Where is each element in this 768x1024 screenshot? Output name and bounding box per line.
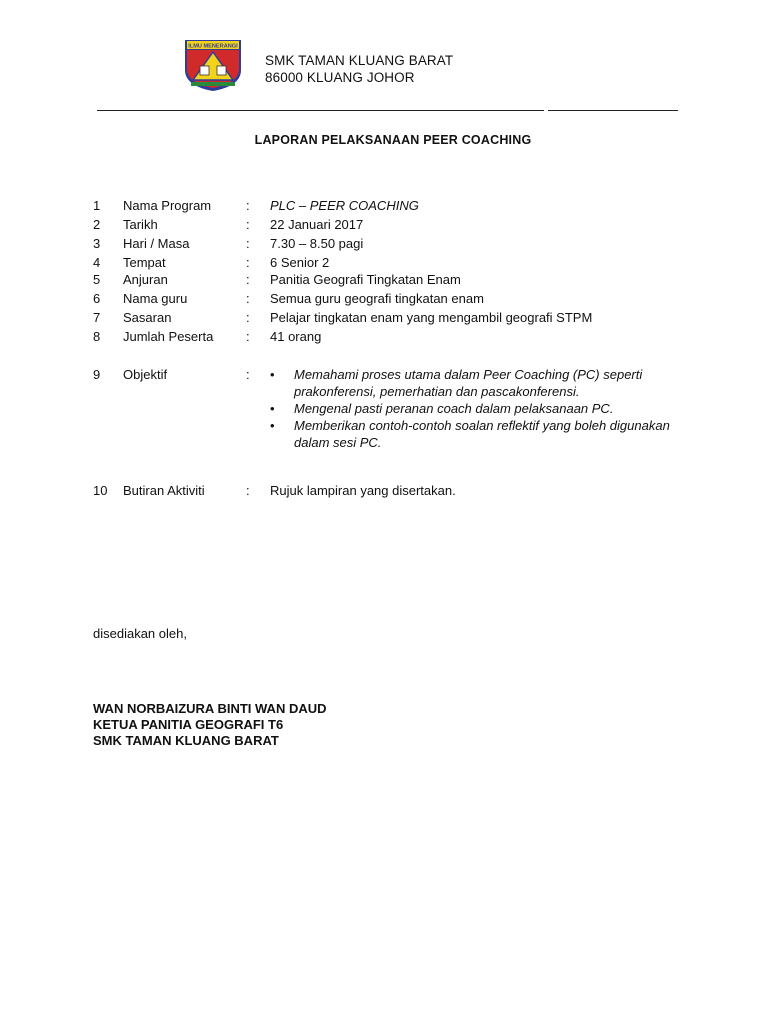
bullet-icon: • — [270, 401, 275, 416]
row-label: Anjuran — [123, 272, 168, 287]
row-label: Jumlah Peserta — [123, 329, 214, 344]
objective-item — [270, 417, 690, 451]
objective-list — [270, 366, 690, 451]
detail-row-tempat — [0, 255, 768, 273]
school-name: SMK TAMAN KLUANG BARAT — [265, 53, 454, 68]
row-colon: : — [246, 310, 250, 325]
row-value: 41 orang — [270, 329, 322, 344]
row-value: 7.30 – 8.50 pagi — [270, 236, 364, 251]
row-colon: : — [246, 291, 250, 306]
row-colon: : — [246, 198, 250, 213]
row-value: Panitia Geografi Tingkatan Enam — [270, 272, 461, 287]
row-colon: : — [246, 236, 250, 251]
row-value: Rujuk lampiran yang disertakan. — [270, 483, 456, 498]
row-number: 1 — [93, 198, 101, 213]
row-value: Pelajar tingkatan enam yang mengambil geografi STPM — [270, 310, 593, 325]
row-number: 5 — [93, 272, 101, 287]
row-number: 4 — [93, 255, 101, 270]
detail-row-anjuran — [0, 272, 768, 290]
detail-row-nama-guru — [0, 291, 768, 309]
school-address: 86000 KLUANG JOHOR — [265, 70, 415, 85]
row-colon: : — [246, 483, 250, 498]
detail-row-jumlah-peserta — [0, 329, 768, 347]
svg-text:ILMU MENERANGI: ILMU MENERANGI — [188, 43, 238, 50]
school-logo — [183, 38, 243, 92]
signatory-school: SMK TAMAN KLUANG BARAT — [93, 733, 279, 748]
row-colon: : — [246, 217, 250, 232]
detail-row-butiran-aktiviti — [0, 483, 768, 501]
objective-text: Mengenal pasti peranan coach dalam pelaksanaan PC. — [294, 401, 614, 416]
row-label: Nama Program — [123, 198, 212, 213]
row-number: 9 — [93, 367, 101, 382]
objective-item — [270, 400, 690, 417]
row-colon: : — [246, 329, 250, 344]
row-number: 6 — [93, 291, 101, 306]
bullet-icon: • — [270, 367, 275, 382]
signatory-name: WAN NORBAIZURA BINTI WAN DAUD — [93, 701, 327, 716]
document-title: LAPORAN PELAKSANAAN PEER COACHING — [254, 133, 532, 147]
row-number: 8 — [93, 329, 101, 344]
row-label: Tempat — [123, 255, 166, 270]
prepared-by-label: disediakan oleh, — [93, 626, 187, 641]
detail-row-sasaran — [0, 310, 768, 328]
row-number: 7 — [93, 310, 101, 325]
row-value: 6 Senior 2 — [270, 255, 330, 270]
row-value: 22 Januari 2017 — [270, 217, 364, 232]
row-number: 10 — [93, 483, 108, 498]
header-divider — [97, 110, 544, 111]
row-label: Butiran Aktiviti — [123, 483, 205, 498]
row-label: Tarikh — [123, 217, 158, 232]
objective-text: Memahami proses utama dalam Peer Coaching (PC) seperti prakonferensi, pemerhatian dan pascakonferensi. — [294, 367, 643, 399]
row-number: 3 — [93, 236, 101, 251]
header-divider-right — [548, 110, 678, 111]
detail-row-tarikh — [0, 217, 768, 235]
detail-row-nama-program — [0, 198, 768, 216]
row-label: Hari / Masa — [123, 236, 190, 251]
row-label: Objektif — [123, 367, 168, 382]
row-value: PLC – PEER COACHING — [270, 198, 419, 213]
row-label: Sasaran — [123, 310, 172, 325]
row-colon: : — [246, 272, 250, 287]
signatory-position: KETUA PANITIA GEOGRAFI T6 — [93, 717, 284, 732]
detail-row-hari-masa — [0, 236, 768, 254]
objective-item — [270, 366, 690, 400]
row-colon: : — [246, 367, 250, 382]
row-value: Semua guru geografi tingkatan enam — [270, 291, 484, 306]
objective-text: Memberikan contoh-contoh soalan reflektif yang boleh digunakan dalam sesi PC. — [294, 418, 670, 450]
row-label: Nama guru — [123, 291, 188, 306]
row-number: 2 — [93, 217, 101, 232]
row-colon: : — [246, 255, 250, 270]
bullet-icon: • — [270, 418, 275, 433]
